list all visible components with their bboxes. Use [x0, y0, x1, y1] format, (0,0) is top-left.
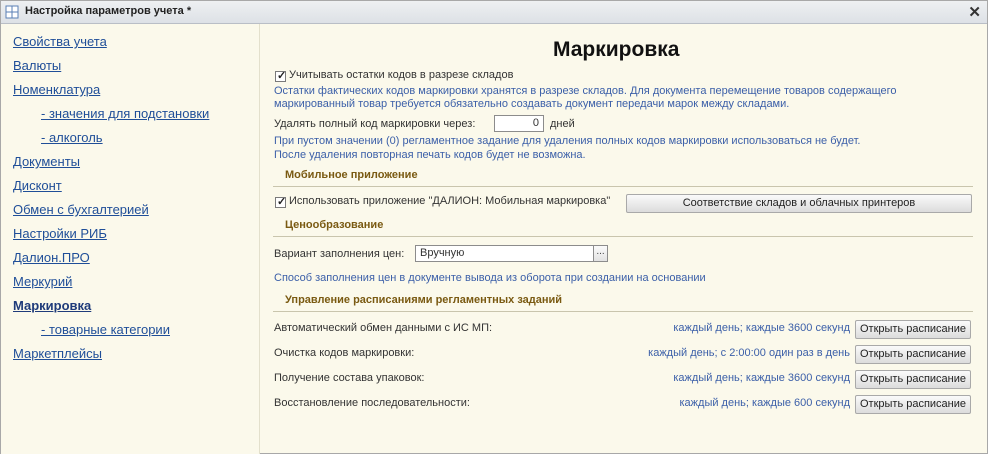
sidebar-item-documents[interactable]: Документы — [13, 154, 81, 169]
warehouse-checkbox-label: Учитывать остатки кодов в разрезе складов — [289, 69, 514, 81]
price-note: Способ заполнения цен в документе вывода из оборота при создании на основании — [274, 272, 706, 284]
price-fill-label: Вариант заполнения цен: — [274, 248, 405, 260]
sidebar-item-currencies[interactable]: Валюты — [13, 58, 62, 73]
sidebar-item-marking[interactable]: Маркировка — [13, 298, 92, 313]
schedule-value-cleanup[interactable]: каждый день; с 2:00:00 один раз в день — [648, 347, 850, 359]
sidebar-item-dalion-pro[interactable]: Далион.ПРО — [13, 250, 90, 265]
sidebar — [1, 24, 260, 454]
delete-note-line1: При пустом значении (0) регламентное задание для удаления полных кодов маркировки использоваться не будет. — [274, 135, 861, 147]
open-schedule-button-sequence[interactable]: Открыть расписание — [855, 395, 971, 414]
delete-note-line2: После удаления повторная печать кодов будет не возможна. — [274, 149, 586, 161]
pricing-section-divider — [273, 236, 973, 237]
mobile-section-divider — [273, 186, 973, 187]
page-title: Маркировка — [553, 38, 680, 61]
schedule-value-exchange[interactable]: каждый день; каждые 3600 секунд — [673, 322, 850, 334]
sidebar-item-discount[interactable]: Дисконт — [13, 178, 62, 193]
close-icon[interactable]: ✕ — [968, 4, 981, 21]
check-icon: ✓ — [277, 70, 287, 82]
grid-app-icon — [5, 5, 19, 19]
pricing-section-title: Ценообразование — [285, 219, 384, 231]
sidebar-item-rib-settings[interactable]: Настройки РИБ — [13, 226, 107, 241]
schedule-section-divider — [273, 311, 973, 312]
open-schedule-button-packages[interactable]: Открыть расписание — [855, 370, 971, 389]
open-schedule-button-exchange[interactable]: Открыть расписание — [855, 320, 971, 339]
warehouse-note-line1: Остатки фактических кодов маркировки хранятся в разрезе складов. Для документа перемещение товаров содержащего — [274, 85, 897, 97]
price-fill-choose-button[interactable]: ... — [593, 245, 608, 262]
sidebar-item-product-categories[interactable]: - товарные категории — [41, 322, 170, 337]
delete-code-label: Удалять полный код маркировки через: — [274, 118, 476, 130]
price-fill-select[interactable]: Вручную — [415, 245, 594, 262]
warehouse-checkbox[interactable] — [275, 71, 286, 82]
window-title: Настройка параметров учета * — [25, 5, 192, 17]
sidebar-item-marketplaces[interactable]: Маркетплейсы — [13, 346, 102, 361]
mobile-app-checkbox-label: Использовать приложение "ДАЛИОН: Мобильная маркировка" — [289, 195, 611, 207]
schedule-section-title: Управление расписаниями регламентных заданий — [285, 294, 563, 306]
schedule-value-packages[interactable]: каждый день; каждые 3600 секунд — [673, 372, 850, 384]
sidebar-item-accounting-properties[interactable]: Свойства учета — [13, 34, 107, 49]
sidebar-item-mercury[interactable]: Меркурий — [13, 274, 73, 289]
sidebar-item-substitution-values[interactable]: - значения для подстановки — [41, 106, 210, 121]
sidebar-item-alcohol[interactable]: - алкоголь — [41, 130, 103, 145]
schedule-value-sequence[interactable]: каждый день; каждые 600 секунд — [679, 397, 850, 409]
sidebar-item-nomenclature[interactable]: Номенклатура — [13, 82, 101, 97]
schedule-label-packages: Получение состава упаковок: — [274, 372, 425, 384]
schedule-label-sequence: Восстановление последовательности: — [274, 397, 470, 409]
check-icon: ✓ — [277, 196, 287, 208]
warehouse-note-line2: маркированный товар требуется обязательно создавать документ передачи марок между складами. — [274, 98, 790, 110]
warehouse-printer-mapping-button[interactable]: Соответствие складов и облачных принтеров — [626, 194, 972, 213]
open-schedule-button-cleanup[interactable]: Открыть расписание — [855, 345, 971, 364]
sidebar-item-accounting-exchange[interactable]: Обмен с бухгалтерией — [13, 202, 149, 217]
schedule-label-exchange: Автоматический обмен данными с ИС МП: — [274, 322, 493, 334]
main-panel — [261, 24, 987, 454]
delete-days-input[interactable]: 0 — [494, 115, 544, 132]
mobile-section-title: Мобильное приложение — [285, 169, 418, 181]
title-bar — [1, 1, 987, 24]
schedule-label-cleanup: Очистка кодов маркировки: — [274, 347, 415, 359]
mobile-app-checkbox[interactable] — [275, 197, 286, 208]
delete-days-unit: дней — [550, 118, 575, 130]
